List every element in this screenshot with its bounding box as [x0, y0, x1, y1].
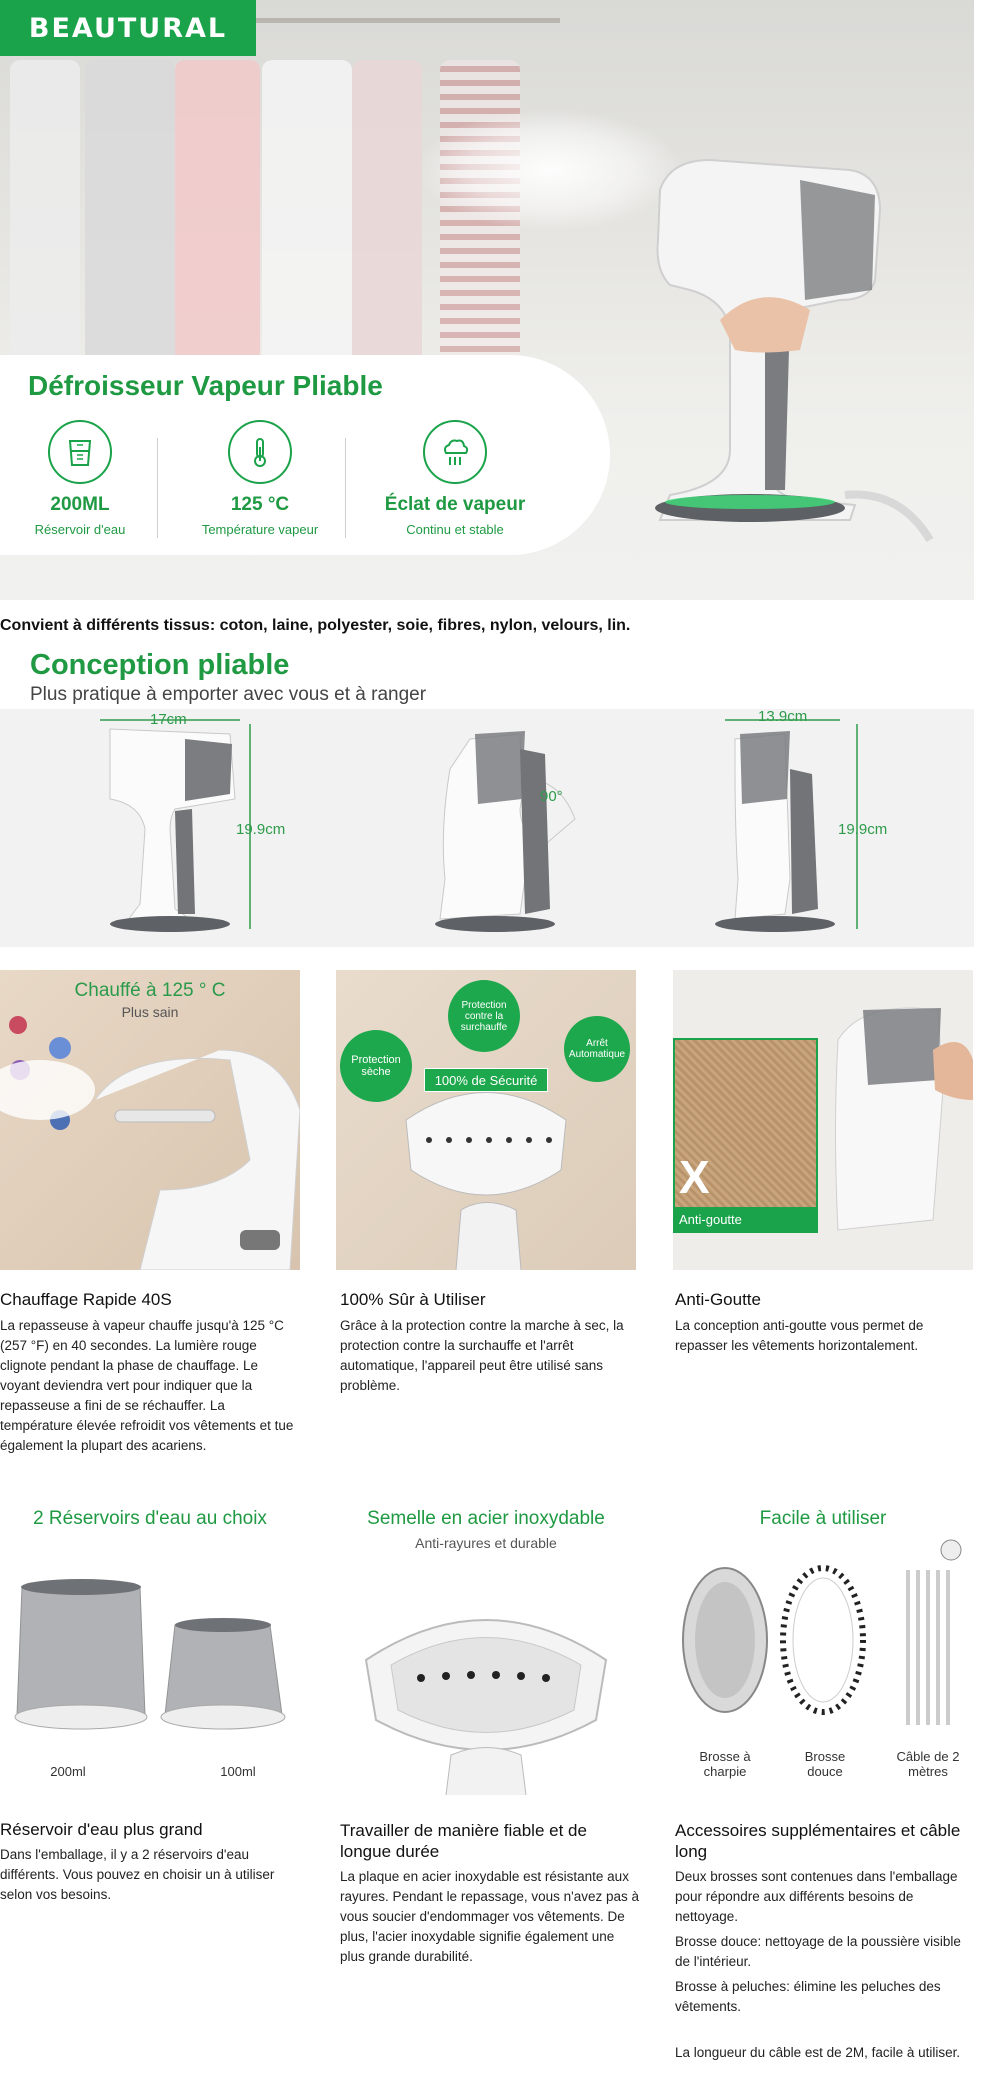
hero-banner — [0, 0, 974, 600]
steamer-photo — [640, 150, 940, 570]
soleplate-heading: Semelle en acier inoxydable — [367, 1508, 605, 1529]
tanks-heading: 2 Réservoirs d'eau au choix — [33, 1508, 267, 1529]
accessories-paragraph: Brosse douce: nettoyage de la poussière visible de l'intérieur. — [675, 1934, 961, 1969]
divider — [157, 438, 158, 538]
safety-image — [336, 970, 636, 1270]
folding-illustration — [0, 709, 974, 947]
fabrics-line: Convient à différents tissus: coton, laine, polyester, soie, fibres, nylon, velours, lin. — [0, 617, 631, 634]
feature-value: 125 °C — [230, 494, 290, 515]
heating-overlay-sub: Plus sain — [121, 1004, 179, 1020]
feature-temperature — [180, 420, 340, 537]
accessories-paragraph: Brosse à peluches: élimine les peluches des vêtements. — [675, 1979, 941, 2014]
feature-water-tank — [0, 420, 160, 537]
folding-title: Conception pliable — [30, 649, 290, 681]
bubble-auto-off: Arrêt Automatique — [564, 1016, 630, 1082]
bubble-overheat: Protection contre la surchauffe — [448, 980, 520, 1052]
anti-drip-image — [673, 970, 973, 1270]
caption-cable: Câble de 2 mètres — [896, 1749, 960, 1779]
tank-text: Dans l'emballage, il y a 2 réservoirs d'eau différents. Vous pouvez en choisir un à utiliser selon vos besoins. — [0, 1847, 275, 1902]
steamer-side-illustration — [673, 970, 973, 1270]
tank-caption-large: 200ml — [50, 1764, 86, 1779]
hanging-garment — [175, 60, 260, 380]
heating-text: La repasseuse à vapeur chauffe jusqu'à 125 °C (257 °F) en 40 secondes. La lumière rouge clignote pendant la phase de chauffage. Le voyant deviendra vert pour indiquer que la repasseuse a fini de se réchauffer. La température élevée refroidit vos vêtements et tue également la plupart des acariens. — [0, 1318, 294, 1453]
hanging-garment — [352, 60, 422, 380]
divider — [345, 438, 346, 538]
feature-caption: Continu et stable — [406, 522, 504, 537]
accessories-paragraph: La longueur du câble est de 2M, facile à utiliser. — [675, 2045, 961, 2060]
dimension-width-open: 17cm — [150, 711, 187, 728]
soleplate-illustration — [336, 970, 636, 1270]
hero-title: Défroisseur Vapeur Pliable — [28, 370, 383, 401]
dimension-height-folded: 19.9cm — [838, 821, 888, 838]
caption-lint-brush: Brosse à charpie — [699, 1749, 751, 1779]
thermometer-icon — [228, 420, 292, 484]
feature-value: 200ML — [50, 494, 110, 515]
heating-image — [0, 970, 300, 1270]
tank-title: Réservoir d'eau plus grand — [0, 1820, 203, 1839]
caption-soft-brush: Brosse douce — [804, 1749, 846, 1779]
water-tanks-illustration — [0, 1575, 300, 1745]
safety-title: 100% Sûr à Utiliser — [340, 1290, 486, 1309]
anti-drip-label: Anti-goutte — [673, 1207, 818, 1233]
hanging-garment — [262, 60, 352, 380]
measuring-cup-icon — [48, 420, 112, 484]
anti-drip-title: Anti-Goutte — [675, 1290, 761, 1309]
soleplate-sub: Anti-rayures et durable — [415, 1535, 557, 1551]
feature-caption: Réservoir d'eau — [34, 522, 126, 537]
accessories-illustration — [673, 1530, 973, 1760]
accessories-heading: Facile à utiliser — [759, 1508, 887, 1529]
soleplate-closeup-illustration — [336, 1580, 636, 1795]
accessories-title: Accessoires supplémentaires et câble long — [675, 1821, 961, 1861]
folding-diagram — [0, 709, 974, 947]
dimension-angle: 90° — [540, 788, 563, 805]
safety-badge: 100% de Sécurité — [424, 1068, 548, 1092]
anti-drip-text: La conception anti-goutte vous permet de repasser les vêtements horizontalement. — [675, 1318, 924, 1353]
feature-value: Éclat de vapeur — [384, 494, 526, 515]
durability-text: La plaque en acier inoxydable est résistante aux rayures. Pendant le repassage, vous n'avez pas à vous soucier d'endommager vos vêtements. De plus, l'acier inoxydable signifie également une plus grande durabilité. — [340, 1869, 640, 1964]
tank-caption-small: 100ml — [220, 1764, 256, 1779]
dimension-width-folded: 13.9cm — [758, 708, 808, 725]
steam-cloud-icon — [423, 420, 487, 484]
steamer-head-illustration — [0, 970, 300, 1270]
folding-subtitle: Plus pratique à emporter avec vous et à ranger — [30, 684, 427, 705]
feature-caption: Température vapeur — [201, 522, 319, 537]
safety-text: Grâce à la protection contre la marche à sec, la protection contre la surchauffe et l'arrêt automatique, l'appareil peut être utilisé sans problème. — [340, 1318, 624, 1393]
bubble-dry: Protection sèche — [340, 1030, 412, 1102]
heating-overlay-title: Chauffé à 125 ° C — [74, 980, 226, 1001]
dimension-height-open: 19.9cm — [236, 821, 286, 838]
heating-title: Chauffage Rapide 40S — [0, 1290, 172, 1309]
drip-cross: X — [679, 1151, 710, 1203]
feature-steam — [365, 420, 545, 537]
hanging-garment — [85, 60, 175, 380]
hanging-garment — [10, 60, 80, 380]
durability-title: Travailler de manière fiable et de longue durée — [340, 1821, 587, 1861]
brand-logo: BEAUTURAL — [0, 0, 256, 56]
accessories-paragraph: Deux brosses sont contenues dans l'emballage pour répondre aux différents besoins de nettoyage. — [675, 1869, 958, 1924]
